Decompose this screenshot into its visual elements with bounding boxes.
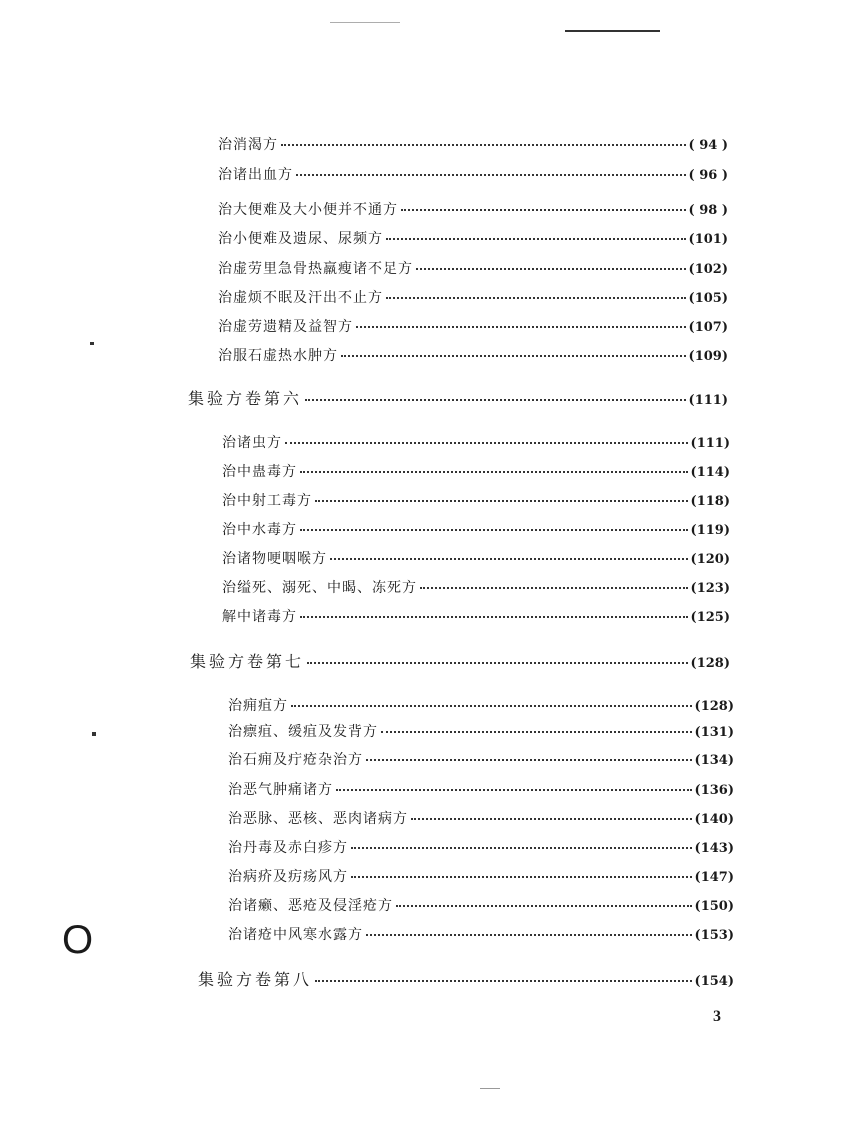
toc-entry-title: 治消渴方 xyxy=(218,137,278,153)
toc-entry-title: 治虚劳里急骨热羸瘦诸不足方 xyxy=(218,261,413,277)
scan-artifact xyxy=(92,732,96,736)
toc-entry xyxy=(218,345,728,365)
leader-dots xyxy=(336,789,692,791)
leader-dots xyxy=(386,238,686,240)
toc-entry-title: 治诸虫方 xyxy=(222,435,282,451)
leader-dots xyxy=(341,355,686,357)
toc-entry-title: 治痈疽方 xyxy=(228,698,288,714)
toc-entry-page: (105) xyxy=(688,291,728,306)
toc-entry-page: (114) xyxy=(690,465,730,480)
page-number: 3 xyxy=(713,1008,721,1025)
leader-dots xyxy=(291,705,692,707)
toc-entry xyxy=(218,134,728,154)
toc-entry xyxy=(228,866,734,886)
toc-entry-title: 治中水毒方 xyxy=(222,522,297,538)
toc-entry-page: (153) xyxy=(694,928,734,943)
margin-mark: O xyxy=(62,918,94,962)
toc-entry-title: 治丹毒及赤白疹方 xyxy=(228,840,348,856)
toc-entry xyxy=(228,837,734,857)
leader-dots xyxy=(411,818,692,820)
scan-artifact xyxy=(330,22,400,23)
toc-entry xyxy=(228,779,734,799)
toc-entry-page: (123) xyxy=(690,581,730,596)
toc-entry-page: (143) xyxy=(694,841,734,856)
leader-dots xyxy=(285,442,688,444)
toc-entry-title: 治服石虚热水肿方 xyxy=(218,348,338,364)
leader-dots xyxy=(356,326,686,328)
toc-entry-title: 治诸物哽咽喉方 xyxy=(222,551,327,567)
toc-entry xyxy=(228,895,734,915)
toc-entry-page: (147) xyxy=(694,870,734,885)
leader-dots xyxy=(307,662,688,664)
toc-entry-page: (140) xyxy=(694,812,734,827)
toc-entry-title: 治病疥及疠疡风方 xyxy=(228,869,348,885)
toc-entry-page: (101) xyxy=(688,232,728,247)
leader-dots xyxy=(300,616,688,618)
leader-dots xyxy=(381,731,692,733)
leader-dots xyxy=(300,471,688,473)
toc-entry-page: (111) xyxy=(690,436,730,451)
toc-entry-page: (107) xyxy=(688,320,728,335)
toc-entry-page: ( 98 ) xyxy=(688,203,728,218)
section-title: 集验方卷第八 xyxy=(198,970,313,989)
toc-entry xyxy=(222,606,730,626)
toc-section-heading xyxy=(188,386,728,409)
toc-entry-title: 治诸癞、恶疮及侵淫疮方 xyxy=(228,898,393,914)
toc-entry-title: 治恶气肿痛诸方 xyxy=(228,782,333,798)
scan-artifact xyxy=(565,30,660,32)
toc-section-heading xyxy=(190,649,730,672)
toc-entry-page: (125) xyxy=(690,610,730,625)
toc-entry-title: 治大便难及大小便并不通方 xyxy=(218,202,398,218)
section-title: 集验方卷第六 xyxy=(188,389,303,408)
toc-entry xyxy=(218,287,728,307)
leader-dots xyxy=(366,759,692,761)
leader-dots xyxy=(420,587,688,589)
toc-entry xyxy=(228,749,734,769)
toc-entry xyxy=(222,461,730,481)
leader-dots xyxy=(296,174,686,176)
toc-entry xyxy=(222,548,730,568)
toc-entry-page: (102) xyxy=(688,262,728,277)
toc-entry-title: 治虚烦不眠及汗出不止方 xyxy=(218,290,383,306)
toc-entry-page: (118) xyxy=(690,494,730,509)
section-page: (128) xyxy=(690,656,730,671)
leader-dots xyxy=(281,144,686,146)
leader-dots xyxy=(315,500,688,502)
toc-entry-title: 解中诸毒方 xyxy=(222,609,297,625)
toc-entry-title: 治小便难及遗尿、尿频方 xyxy=(218,231,383,247)
leader-dots xyxy=(396,905,692,907)
toc-entry-page: (150) xyxy=(694,899,734,914)
toc-entry xyxy=(218,164,728,184)
leader-dots xyxy=(366,934,692,936)
toc-entry-title: 治诸疮中风寒水露方 xyxy=(228,927,363,943)
toc-entry-page: ( 96 ) xyxy=(688,168,728,183)
toc-entry-page: (120) xyxy=(690,552,730,567)
toc-entry-page: (136) xyxy=(694,783,734,798)
toc-entry xyxy=(228,721,734,741)
toc-entry xyxy=(218,199,728,219)
toc-section-heading xyxy=(198,967,734,990)
leader-dots xyxy=(305,399,686,401)
toc-entry xyxy=(218,228,728,248)
section-title: 集验方卷第七 xyxy=(190,652,305,671)
leader-dots xyxy=(416,268,686,270)
leader-dots xyxy=(351,847,692,849)
toc-entry xyxy=(222,577,730,597)
toc-entry xyxy=(228,695,734,715)
toc-entry xyxy=(228,808,734,828)
section-page: (154) xyxy=(694,974,734,989)
toc-entry-page: (128) xyxy=(694,699,734,714)
toc-entry-page: ( 94 ) xyxy=(688,138,728,153)
toc-entry xyxy=(228,924,734,944)
leader-dots xyxy=(401,209,686,211)
section-page: (111) xyxy=(688,393,728,408)
toc-entry-page: (134) xyxy=(694,753,734,768)
toc-entry xyxy=(222,432,730,452)
toc-entry xyxy=(222,490,730,510)
toc-entry-title: 治石痈及疔疮杂治方 xyxy=(228,752,363,768)
toc-entry-title: 治中蛊毒方 xyxy=(222,464,297,480)
leader-dots xyxy=(315,980,692,982)
scan-artifact xyxy=(90,342,94,345)
toc-entry-page: (119) xyxy=(690,523,730,538)
leader-dots xyxy=(330,558,688,560)
leader-dots xyxy=(351,876,692,878)
toc-entry xyxy=(218,258,728,278)
leader-dots xyxy=(386,297,686,299)
toc-entry-title: 治虚劳遗精及益智方 xyxy=(218,319,353,335)
toc-entry-title: 治缢死、溺死、中暍、冻死方 xyxy=(222,580,417,596)
toc-entry-page: (131) xyxy=(694,725,734,740)
toc-entry xyxy=(222,519,730,539)
toc-entry-title: 治中射工毒方 xyxy=(222,493,312,509)
scan-artifact xyxy=(480,1088,500,1089)
toc-entry xyxy=(218,316,728,336)
toc-entry-title: 治瘭疽、缓疽及发背方 xyxy=(228,724,378,740)
toc-entry-title: 治恶脉、恶核、恶肉诸病方 xyxy=(228,811,408,827)
toc-entry-page: (109) xyxy=(688,349,728,364)
toc-entry-title: 治诸出血方 xyxy=(218,167,293,183)
leader-dots xyxy=(300,529,688,531)
